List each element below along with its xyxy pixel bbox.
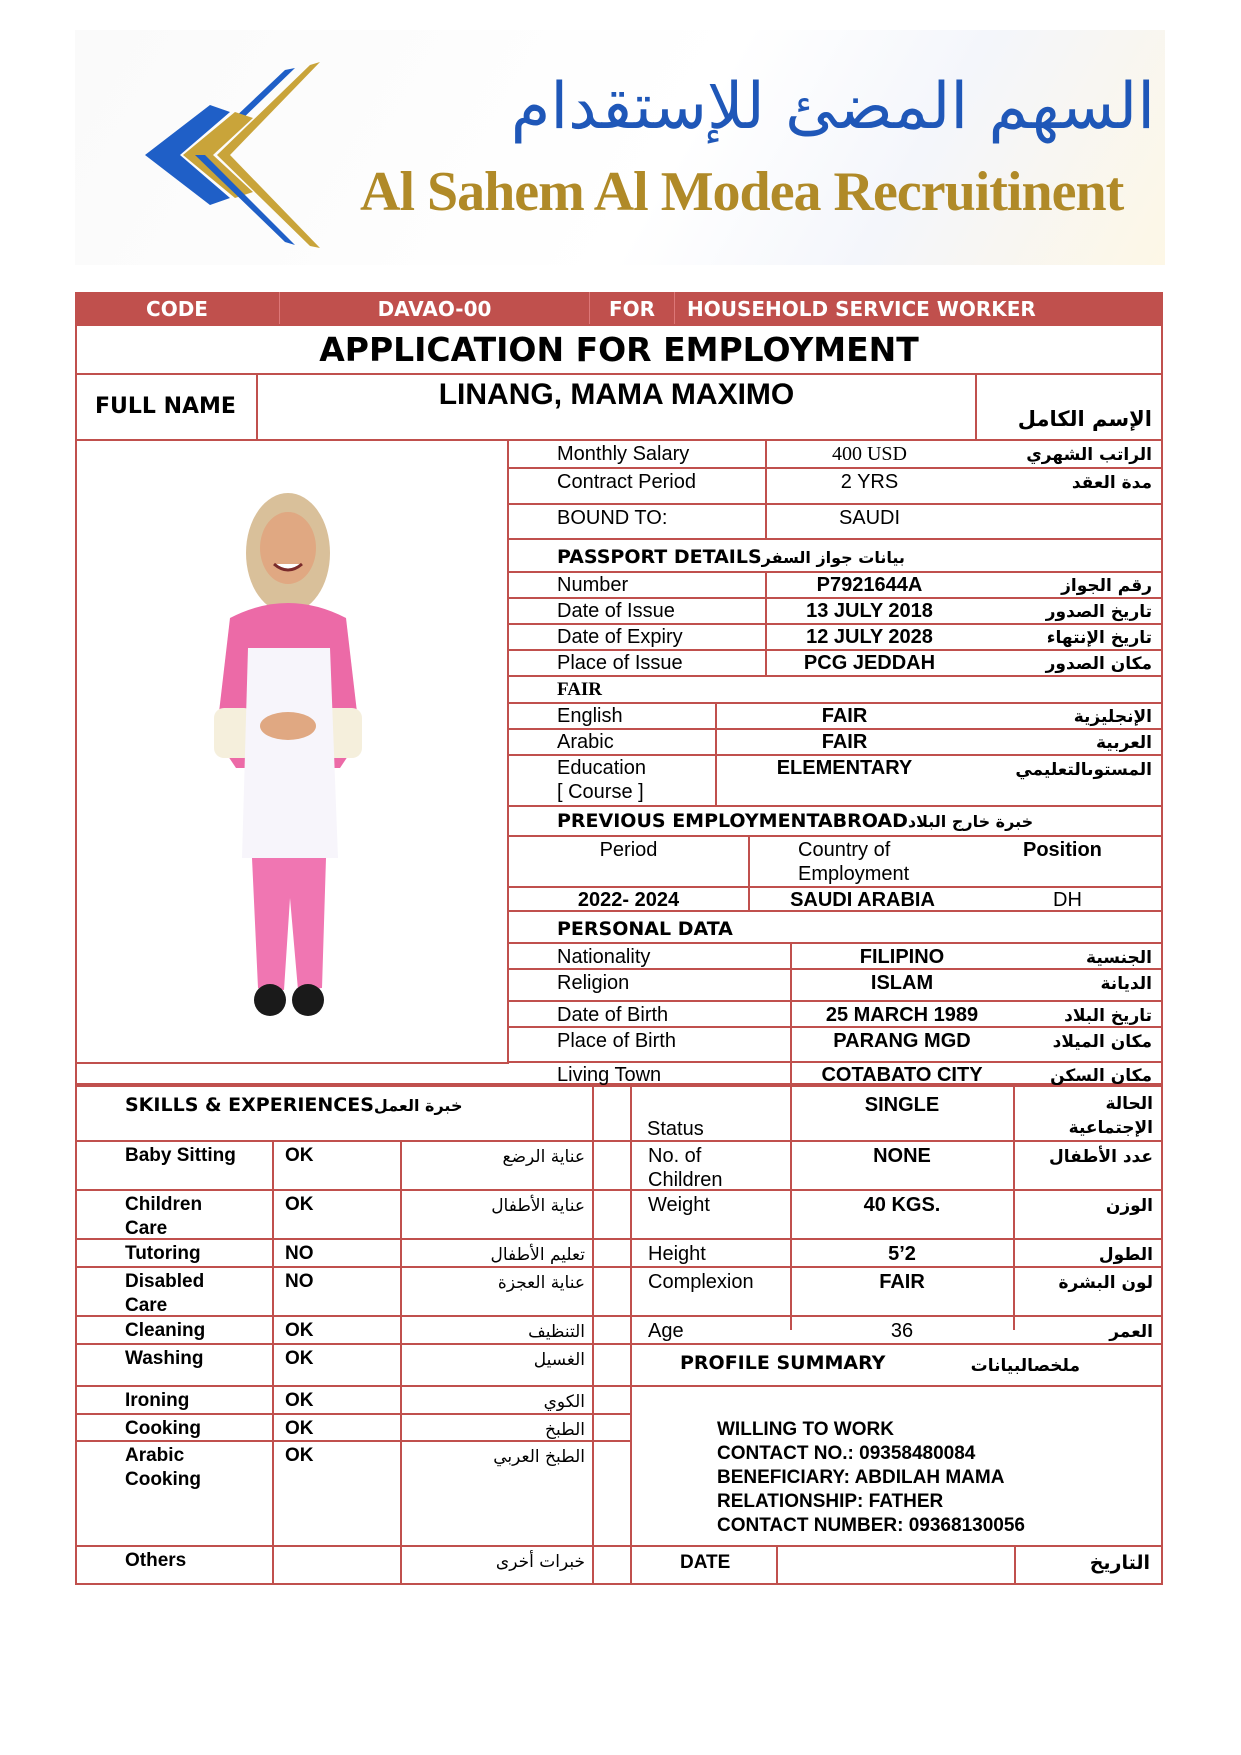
passport-heading-ar: بيانات جواز السفر — [761, 548, 905, 567]
country-column-header-2: Employment — [798, 863, 910, 885]
personal-label: Living Town — [557, 1064, 662, 1086]
personal-label-arabic: مكان السكن — [1050, 1066, 1152, 1086]
bound-to-value: SAUDI — [838, 507, 901, 529]
personal-label-arabic: الحالة — [1105, 1094, 1153, 1114]
skill-label-arabic: الكوي — [543, 1392, 585, 1412]
arabic-level-value: FAIR — [821, 731, 868, 753]
skill-value: OK — [285, 1445, 314, 1466]
skill-value: OK — [285, 1320, 314, 1341]
profile-line: RELATIONSHIP: FATHER — [717, 1491, 944, 1512]
language-label-arabic: العربية — [1095, 733, 1152, 753]
passport-number-value: P7921644A — [816, 574, 923, 596]
personal-label-arabic: الديانة — [1100, 974, 1152, 994]
skill-value: NO — [285, 1271, 314, 1292]
place-of-birth-value: PARANG MGD — [833, 1030, 971, 1052]
languages-heading: FAIR — [557, 679, 603, 700]
education-label-course: [ Course ] — [557, 781, 644, 803]
skills-heading — [125, 1094, 462, 1116]
personal-label-2: Children — [648, 1169, 723, 1191]
skill-label-arabic: الطبخ العربي — [493, 1447, 585, 1467]
contract-period-value: 2 YRS — [840, 471, 899, 493]
full-name-label-arabic: الإسم الكامل — [1017, 407, 1152, 431]
previous-employment-heading-en: PREVIOUS EMPLOYMENTABROAD — [557, 810, 908, 832]
previous-employment-heading — [557, 810, 1033, 832]
full-name-value: LINANG, MAMA MAXIMO — [438, 378, 795, 411]
education-value: ELEMENTARY — [776, 757, 913, 779]
passport-label-arabic: تاريخ الإنتهاء — [1046, 628, 1152, 648]
skill-label: Others — [125, 1550, 187, 1571]
company-logo-banner — [75, 30, 1165, 265]
passport-label: Place of Issue — [557, 652, 683, 674]
education-label: Education — [557, 757, 646, 779]
personal-value: 36 — [890, 1320, 914, 1342]
for-value: HOUSEHOLD SERVICE WORKER — [687, 297, 1036, 321]
header-bar — [75, 292, 1163, 326]
language-label-arabic: الإنجليزية — [1073, 707, 1152, 727]
profile-line: CONTACT NO.: 09358480084 — [717, 1443, 976, 1464]
skill-label-2: Care — [125, 1295, 168, 1316]
language-label: Arabic — [557, 731, 614, 753]
skill-label: Arabic — [125, 1445, 185, 1466]
personal-label-arabic: الوزن — [1105, 1196, 1153, 1216]
date-label: DATE — [680, 1552, 731, 1573]
passport-place-value: PCG JEDDAH — [803, 652, 936, 674]
skill-label-2: Cooking — [125, 1469, 201, 1490]
skill-value: OK — [285, 1145, 314, 1166]
skill-label-arabic: عناية الأطفال — [491, 1196, 585, 1216]
personal-label-arabic: لون البشرة — [1058, 1273, 1153, 1293]
skill-value: OK — [285, 1390, 314, 1411]
personal-label-arabic: الطول — [1098, 1245, 1153, 1265]
skill-label: Washing — [125, 1348, 204, 1369]
date-field[interactable] — [780, 1548, 1012, 1582]
contract-label: Monthly Salary — [557, 443, 690, 465]
personal-label: Age — [648, 1320, 684, 1342]
passport-heading-en: PASSPORT DETAILS — [557, 546, 762, 568]
skill-label: Children — [125, 1194, 203, 1215]
passport-label: Number — [557, 574, 629, 596]
passport-label-arabic: مكان الصدور — [1045, 654, 1152, 674]
skill-label-arabic: الغسيل — [533, 1350, 585, 1370]
passport-label-arabic: رقم الجواز — [1061, 576, 1152, 596]
code-label: CODE — [75, 292, 280, 326]
skill-label: Disabled — [125, 1271, 205, 1292]
code-value: DAVAO-00 — [280, 292, 590, 326]
personal-value: 5’2 — [888, 1243, 916, 1265]
passport-label-arabic: تاريخ الصدور — [1045, 602, 1152, 622]
skill-label: Cleaning — [125, 1320, 206, 1341]
country-column-header: Country of — [798, 839, 891, 861]
profile-summary-heading: PROFILE SUMMARY — [680, 1352, 886, 1374]
personal-value: SINGLE — [864, 1094, 940, 1116]
skill-value: OK — [285, 1194, 314, 1215]
personal-label: Weight — [648, 1194, 710, 1216]
skill-label: Tutoring — [125, 1243, 201, 1264]
monthly-salary-value: 400 USD — [831, 443, 907, 465]
nationality-value: FILIPINO — [859, 946, 945, 968]
profile-line: CONTACT NUMBER: 09368130056 — [717, 1515, 1025, 1536]
personal-label-arabic: عدد الأطفال — [1049, 1147, 1153, 1167]
skills-heading-en: SKILLS & EXPERIENCES — [125, 1094, 374, 1116]
profile-line: BENEFICIARY: ABDILAH MAMA — [717, 1467, 1005, 1488]
skill-value: OK — [285, 1418, 314, 1439]
personal-label-arabic: العمر — [1109, 1322, 1153, 1342]
personal-label-arabic: تاريخ البلاد — [1064, 1006, 1152, 1026]
personal-value: NONE — [873, 1145, 931, 1167]
personal-label-arabic: مكان الميلاد — [1052, 1032, 1152, 1052]
previous-employment-heading-ar: خبرة خارج البلاد — [907, 812, 1034, 831]
profile-line: WILLING TO WORK — [717, 1419, 894, 1440]
company-name-english: Al Sahem Al Modea Recruitinent — [360, 161, 1124, 223]
personal-label-arabic-2: الإجتماعية — [1068, 1118, 1153, 1138]
personal-label: No. of — [648, 1145, 702, 1167]
page-title: APPLICATION FOR EMPLOYMENT — [319, 330, 919, 369]
for-label: FOR — [590, 292, 675, 326]
profile-summary-heading-arabic: ملخصالبيانات — [970, 1356, 1080, 1376]
skill-label-arabic: خبرات أخرى — [495, 1552, 585, 1572]
passport-expiry-date-value: 12 JULY 2028 — [806, 626, 933, 648]
skill-label-arabic: عناية العجزة — [497, 1273, 585, 1293]
skill-label-2: Care — [125, 1218, 168, 1239]
passport-heading — [557, 546, 905, 568]
employment-position-value: DH — [1053, 889, 1082, 911]
personal-value: FAIR — [879, 1271, 925, 1293]
passport-issue-date-value: 13 JULY 2018 — [806, 600, 933, 622]
skill-label: Cooking — [125, 1418, 201, 1439]
personal-label: Place of Birth — [557, 1030, 676, 1052]
full-name-label: FULL NAME — [95, 394, 236, 419]
employment-country-value: SAUDI ARABIA — [790, 889, 935, 911]
english-level-value: FAIR — [821, 705, 868, 727]
personal-label: Religion — [557, 972, 630, 994]
skills-heading-ar: خبرة العمل — [373, 1096, 463, 1115]
contract-label-arabic: الراتب الشهري — [1026, 445, 1152, 465]
language-label: English — [557, 705, 623, 727]
skill-label: Ironing — [125, 1390, 190, 1411]
contract-label-arabic: مدة العقد — [1071, 473, 1152, 493]
personal-label: Nationality — [557, 946, 651, 968]
applicant-photo — [200, 478, 380, 1038]
personal-label-arabic: الجنسية — [1086, 948, 1152, 968]
personal-label: Complexion — [648, 1271, 754, 1293]
personal-value: 40 KGS. — [863, 1194, 941, 1216]
skill-label: Baby Sitting — [125, 1145, 236, 1166]
date-of-birth-value: 25 MARCH 1989 — [825, 1004, 979, 1026]
personal-label: Height — [648, 1243, 706, 1265]
skill-label-arabic: تعليم الأطفال — [490, 1245, 585, 1265]
passport-label: Date of Expiry — [557, 626, 683, 648]
skill-label-arabic: عناية الرضع — [502, 1147, 585, 1167]
personal-label: Date of Birth — [557, 1004, 669, 1026]
living-town-value: COTABATO CITY — [821, 1064, 983, 1086]
profile-summary-text — [717, 1418, 1025, 1538]
contract-label: BOUND TO: — [557, 507, 668, 529]
employment-period-value: 2022- 2024 — [577, 889, 680, 911]
religion-value: ISLAM — [870, 972, 934, 994]
period-column-header: Period — [599, 839, 658, 861]
personal-label: Status — [647, 1118, 704, 1140]
personal-data-heading: PERSONAL DATA — [557, 918, 733, 940]
company-name-arabic: السهم المضئ للإستقدام — [510, 70, 1155, 144]
position-column-header: Position — [1023, 839, 1102, 861]
skill-value: OK — [285, 1348, 314, 1369]
arrow-chevron-logo-icon — [135, 50, 395, 260]
passport-label: Date of Issue — [557, 600, 675, 622]
date-label-arabic: التاريخ — [1089, 1552, 1150, 1574]
skill-label-arabic: التنظيف — [528, 1322, 585, 1342]
skill-value: NO — [285, 1243, 314, 1264]
person-figure-icon — [200, 478, 380, 1038]
contract-label: Contract Period — [557, 471, 696, 493]
skill-label-arabic: الطبخ — [545, 1420, 585, 1440]
education-label-arabic: المستوىالتعليمي — [1015, 760, 1152, 780]
